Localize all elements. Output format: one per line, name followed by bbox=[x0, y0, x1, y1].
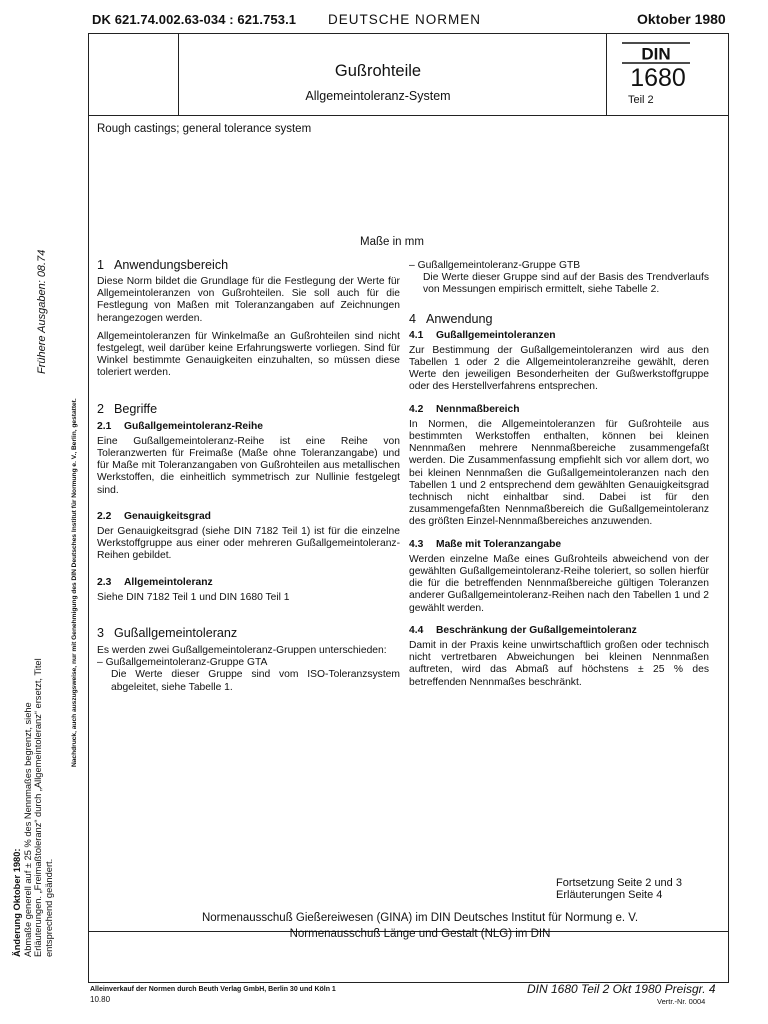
section-title: Begriffe bbox=[114, 401, 158, 416]
change-note-title: Änderung Oktober 1980: bbox=[12, 848, 22, 957]
dk-classification: DK 621.74.002.63-034 : 621.753.1 bbox=[92, 12, 297, 27]
list-item: – Gußallgemeintoleranz-Gruppe GTB bbox=[409, 260, 581, 271]
print-code: 10.80 bbox=[90, 995, 111, 1004]
section-heading bbox=[409, 312, 709, 327]
continuation-line: Erläuterungen Seite 4 bbox=[556, 889, 663, 901]
paragraph: In Normen, die Allgemeintoleranzen für Gußrohteile aus bestimmten Werkstoffen enthalten, können bei kleinen Nennmaßen mehrere Nennmaßbereiche zusammengefaßt werden. Die Zusammenfassung empfiehlt sich vor allem dort, wo bei kleinen Nennmaßen die Gußallgemeintoleranzen nach den Tabellen 1 und 2 entsprechend dem gewählten Genauigkeitsgrad technisch nicht einhaltbar sind. Dabei ist für den zusammengefaßten Nennmaßbereich die Gußallgemeintoleranz des größten Einzel-Nennmaßbereiches anzuwenden. bbox=[409, 418, 709, 528]
subsection-title: Gußallgemeintoleranzen bbox=[436, 329, 556, 341]
paragraph: Der Genauigkeitsgrad (siehe DIN 7182 Teil 1) ist für die einzelne Werkstoffgruppe aus einer oder mehreren Gußallgemeintoleranz-Reihen gebildet. bbox=[97, 526, 400, 562]
section-heading bbox=[97, 258, 400, 273]
title-divider bbox=[89, 115, 728, 116]
continuation-note bbox=[556, 877, 682, 901]
committees bbox=[150, 910, 690, 942]
document-title: Gußrohteile bbox=[334, 62, 422, 80]
paragraph: Siehe DIN 7182 Teil 1 und DIN 1680 Teil 1 bbox=[97, 591, 290, 603]
subsection-title: Nennmaßbereich bbox=[436, 403, 520, 415]
document-reference: DIN 1680 Teil 2 Okt 1980 Preisgr. 4 bbox=[527, 982, 716, 996]
section-number: 3 bbox=[97, 626, 105, 641]
subsection-heading bbox=[97, 511, 400, 523]
subsection-heading bbox=[409, 404, 709, 416]
title-left-divider bbox=[178, 34, 179, 115]
section-title: Anwendung bbox=[426, 311, 493, 326]
subsection-heading bbox=[97, 421, 400, 433]
left-column bbox=[97, 258, 400, 694]
subsection-heading bbox=[409, 625, 709, 637]
section-number: 1 bbox=[97, 258, 105, 272]
din-logo-text: DIN bbox=[641, 44, 671, 64]
subsection-title: Genauigkeitsgrad bbox=[124, 510, 211, 522]
change-note-text: Abmaße generell auf ± 25 % des Nennmaßes begrenzt, siehe Erläuterungen. „Freimaßtoleranz“ durch „Allgemeintoleranz“ ersetzt, Titel entsprechend geändert. bbox=[22, 658, 55, 957]
standard-number: 1680 bbox=[630, 64, 686, 92]
paragraph: Werden einzelne Maße eines Gußrohteils abweichend von der gewählten Gußallgemeintoleranz-Reihe toleriert, so sollen hierfür die für die betreffenden Nennmaßbereiche gültigen Toleranzen anderer Gußallgemeintoleranz-Reihen nach den Tabellen 1 und 2 gewählt werden. bbox=[409, 553, 709, 614]
subsection-title: Gußallgemeintoleranz-Reihe bbox=[124, 420, 264, 432]
change-note bbox=[12, 657, 55, 957]
paragraph: Damit in der Praxis keine unwirtschaftlich großen oder technisch nicht vertretbaren Abweichungen bei kleinen Nennmaßen auftreten, wird das Abmaß auf höchstens ± 25 % des betreffenden Nennmaßes beschränkt. bbox=[409, 640, 709, 688]
earlier-editions-note: Frühere Ausgaben: 08.74 bbox=[36, 249, 48, 374]
committee-line: Normenausschuß Gießereiwesen (GINA) im DIN Deutsches Institut für Normung e. V. bbox=[201, 912, 639, 924]
paragraph: Diese Norm bildet die Grundlage für die Festlegung der Werte für Allgemeintoleranzen von Gußrohteilen. Sie soll auch für die Festlegung von Maßen mit Toleranzangaben auf Zeichnungen herangezogen werden. bbox=[97, 276, 400, 324]
title-right-divider bbox=[606, 34, 607, 115]
din-logo bbox=[620, 41, 692, 65]
subsection-title: Allgemeintoleranz bbox=[124, 576, 213, 588]
subsection-heading bbox=[409, 330, 709, 342]
paragraph: Es werden zwei Gußallgemeintoleranz-Gruppen unterschieden: bbox=[97, 645, 387, 657]
right-column bbox=[409, 258, 709, 689]
section-title: Anwendungsbereich bbox=[114, 258, 229, 272]
subsection-number: 4.4 bbox=[409, 624, 424, 636]
copyright-note: Nachdruck, auch auszugsweise, nur mit Genehmigung des DIN Deutsches Institut für Normung e. V., Berlin, gestattet. bbox=[71, 398, 78, 767]
subsection-number: 4.3 bbox=[409, 538, 424, 550]
english-title: Rough castings; general tolerance system bbox=[97, 123, 312, 135]
section-number: 2 bbox=[97, 401, 105, 416]
list-item: – Gußallgemeintoleranz-Gruppe GTA bbox=[97, 657, 268, 669]
series-label: DEUTSCHE NORMEN bbox=[328, 12, 482, 27]
subsection-title: Beschränkung der Gußallgemeintoleranz bbox=[436, 624, 637, 636]
list-item-text: Die Werte dieser Gruppe sind auf der Basis des Trendverlaufs von Messungen empirisch ermittelt, siehe Tabelle 2. bbox=[423, 272, 709, 296]
section-heading bbox=[97, 402, 400, 417]
committee-line: Normenausschuß Länge und Gestalt (NLG) im DIN bbox=[289, 928, 551, 940]
section-title: Gußallgemeintoleranz bbox=[114, 626, 238, 641]
subsection-title: Maße mit Toleranzangabe bbox=[436, 538, 562, 550]
subsection-heading bbox=[409, 539, 709, 551]
continuation-line: Fortsetzung Seite 2 und 3 bbox=[556, 877, 682, 889]
distribution-number: Vertr.-Nr. 0004 bbox=[657, 997, 706, 1006]
paragraph: Allgemeintoleranzen für Winkelmaße an Gußrohteilen sind nicht festgelegt, weil darüber keine Erfahrungswerte vorliegen. Sind für Winkel bestimmte Genauigkeiten einzuhalten, so müssen diese toleriert werden. bbox=[97, 330, 400, 379]
section-number: 4 bbox=[409, 311, 417, 326]
sales-note: Alleinverkauf der Normen durch Beuth Verlag GmbH, Berlin 30 und Köln 1 bbox=[90, 986, 336, 993]
subsection-number: 4.2 bbox=[409, 403, 424, 415]
section-heading bbox=[97, 626, 400, 641]
paragraph: Eine Gußallgemeintoleranz-Reihe ist eine Reihe von Toleranzwerten für Freimaße (Maße ohne Toleranzangabe) und für Maße mit Toleranzangaben von Gußrohteilen aus metallischen Werkstoffen, die einheitlich symmetrisch zur Nullinie festgelegt sind. bbox=[97, 435, 400, 496]
standard-part: Teil 2 bbox=[628, 94, 654, 106]
subsection-heading bbox=[97, 577, 400, 589]
document-subtitle: Allgemeintoleranz-System bbox=[305, 89, 451, 103]
units-note: Maße in mm bbox=[360, 236, 424, 248]
issue-date: Oktober 1980 bbox=[637, 11, 726, 27]
subsection-number: 2.3 bbox=[97, 576, 112, 588]
list-item-text: Die Werte dieser Gruppe sind vom ISO-Toleranzsystem abgeleitet, siehe Tabelle 1. bbox=[111, 669, 400, 693]
subsection-number: 2.2 bbox=[97, 510, 112, 522]
subsection-number: 2.1 bbox=[97, 420, 112, 432]
subsection-number: 4.1 bbox=[409, 329, 424, 341]
paragraph: Zur Bestimmung der Gußallgemeintoleranzen wird aus den Tabellen 1 oder 2 die Allgemeintoleranzreihe gewählt, deren Werte den jeweiligen Besonderheiten der Gußwerkstoffgruppe oder des Herstellverfahrens entsprechen. bbox=[409, 344, 709, 393]
